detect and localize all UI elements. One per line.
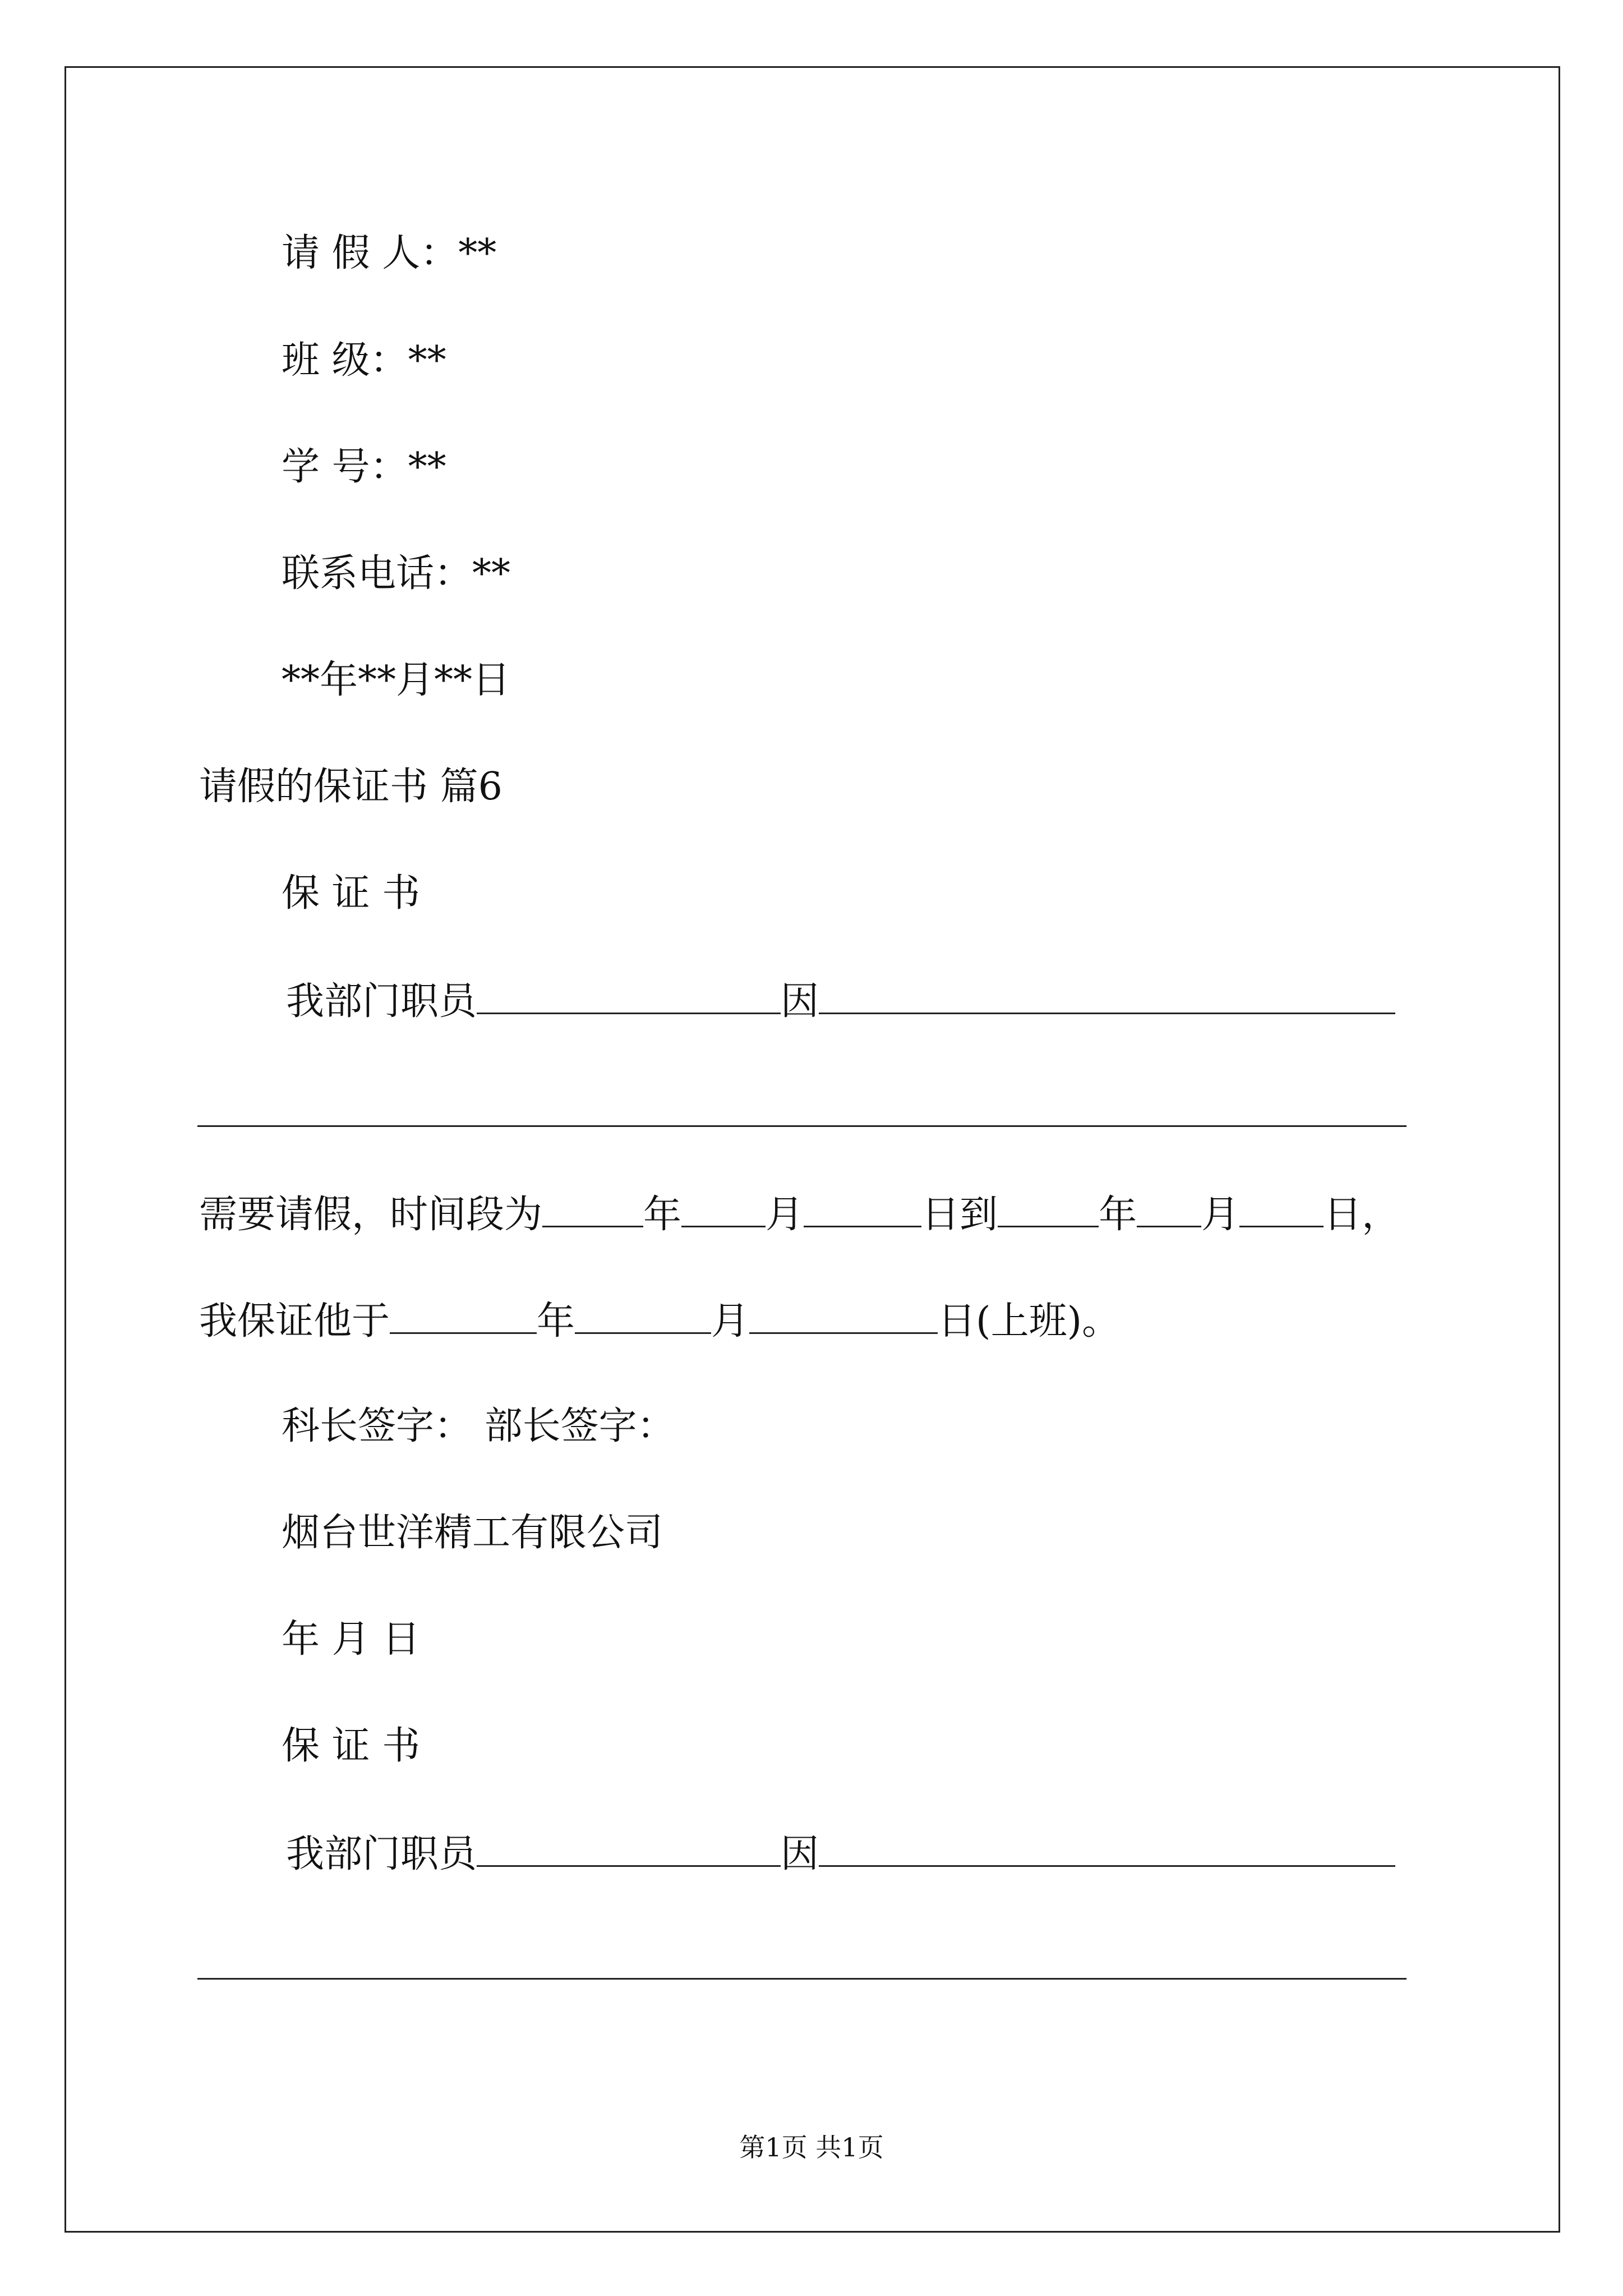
date-line: **年**月**日 [282, 658, 511, 702]
blank-to-month [1137, 1191, 1201, 1227]
form2-reason-prefix: 因 [781, 1832, 819, 1876]
form2-reason-continuation-line [197, 1978, 1407, 1980]
form1-date-label: 年 月 日 [282, 1617, 421, 1662]
section-heading: 请假的保证书 篇6 [199, 765, 502, 809]
return-year-label: 年 [537, 1299, 575, 1343]
applicant-value: ** [458, 231, 497, 275]
blank-return-year [390, 1297, 537, 1334]
form1-staff-prefix: 我部门职员 [286, 979, 477, 1024]
form1-period-text: 需要请假，时间段为 [199, 1193, 543, 1237]
applicant-row [282, 231, 496, 276]
page-border [64, 66, 1560, 2233]
form2-staff-prefix: 我部门职员 [286, 1832, 477, 1876]
return-month-label: 月 [711, 1299, 750, 1343]
form1-return-row [199, 1297, 1120, 1344]
return-day-label: 日(上班)。 [938, 1299, 1121, 1343]
blank-from-day [804, 1191, 921, 1227]
student-id-value: ** [408, 445, 446, 489]
period-month-label: 月 [766, 1193, 804, 1237]
period-year-label: 年 [643, 1193, 682, 1237]
period-month2-label: 月 [1201, 1193, 1240, 1237]
blank-from-month [681, 1191, 766, 1227]
page-footer: 第1页 共1页 [739, 2132, 884, 2162]
form1-reason-blank [819, 978, 1395, 1014]
student-id-row [282, 445, 446, 490]
form2-staff-row [286, 1830, 1395, 1877]
form1-signatures: 科长签字： 部长签字： [282, 1404, 675, 1448]
phone-value: ** [472, 551, 511, 596]
blank-from-year [542, 1191, 643, 1227]
blank-to-year [998, 1191, 1099, 1227]
form2-title: 保 证 书 [282, 1724, 421, 1768]
class-label: 班 级： [282, 338, 408, 383]
phone-row [282, 551, 510, 596]
class-value: ** [408, 338, 446, 383]
phone-label: 联系电话： [282, 551, 473, 596]
form1-period-row [199, 1191, 1400, 1237]
form2-reason-blank [819, 1830, 1395, 1867]
period-day2-label: 日， [1324, 1193, 1400, 1237]
period-year2-label: 年 [1099, 1193, 1137, 1237]
form1-staff-name-blank [477, 978, 781, 1014]
form1-staff-row [286, 978, 1395, 1024]
form2-staff-name-blank [477, 1830, 781, 1867]
blank-return-day [749, 1297, 938, 1334]
student-id-label: 学 号： [282, 445, 408, 489]
blank-to-day [1239, 1191, 1324, 1227]
blank-return-month [575, 1297, 711, 1334]
form1-title: 保 证 书 [282, 871, 421, 915]
form1-company: 烟台世洋精工有限公司 [282, 1511, 663, 1555]
applicant-label: 请 假 人： [282, 231, 459, 275]
period-day-to-label: 日到 [921, 1193, 998, 1237]
class-row [282, 338, 446, 383]
form1-return-text: 我保证他于 [199, 1299, 390, 1343]
form1-reason-continuation-line [197, 1125, 1407, 1127]
form1-reason-prefix: 因 [781, 979, 819, 1024]
